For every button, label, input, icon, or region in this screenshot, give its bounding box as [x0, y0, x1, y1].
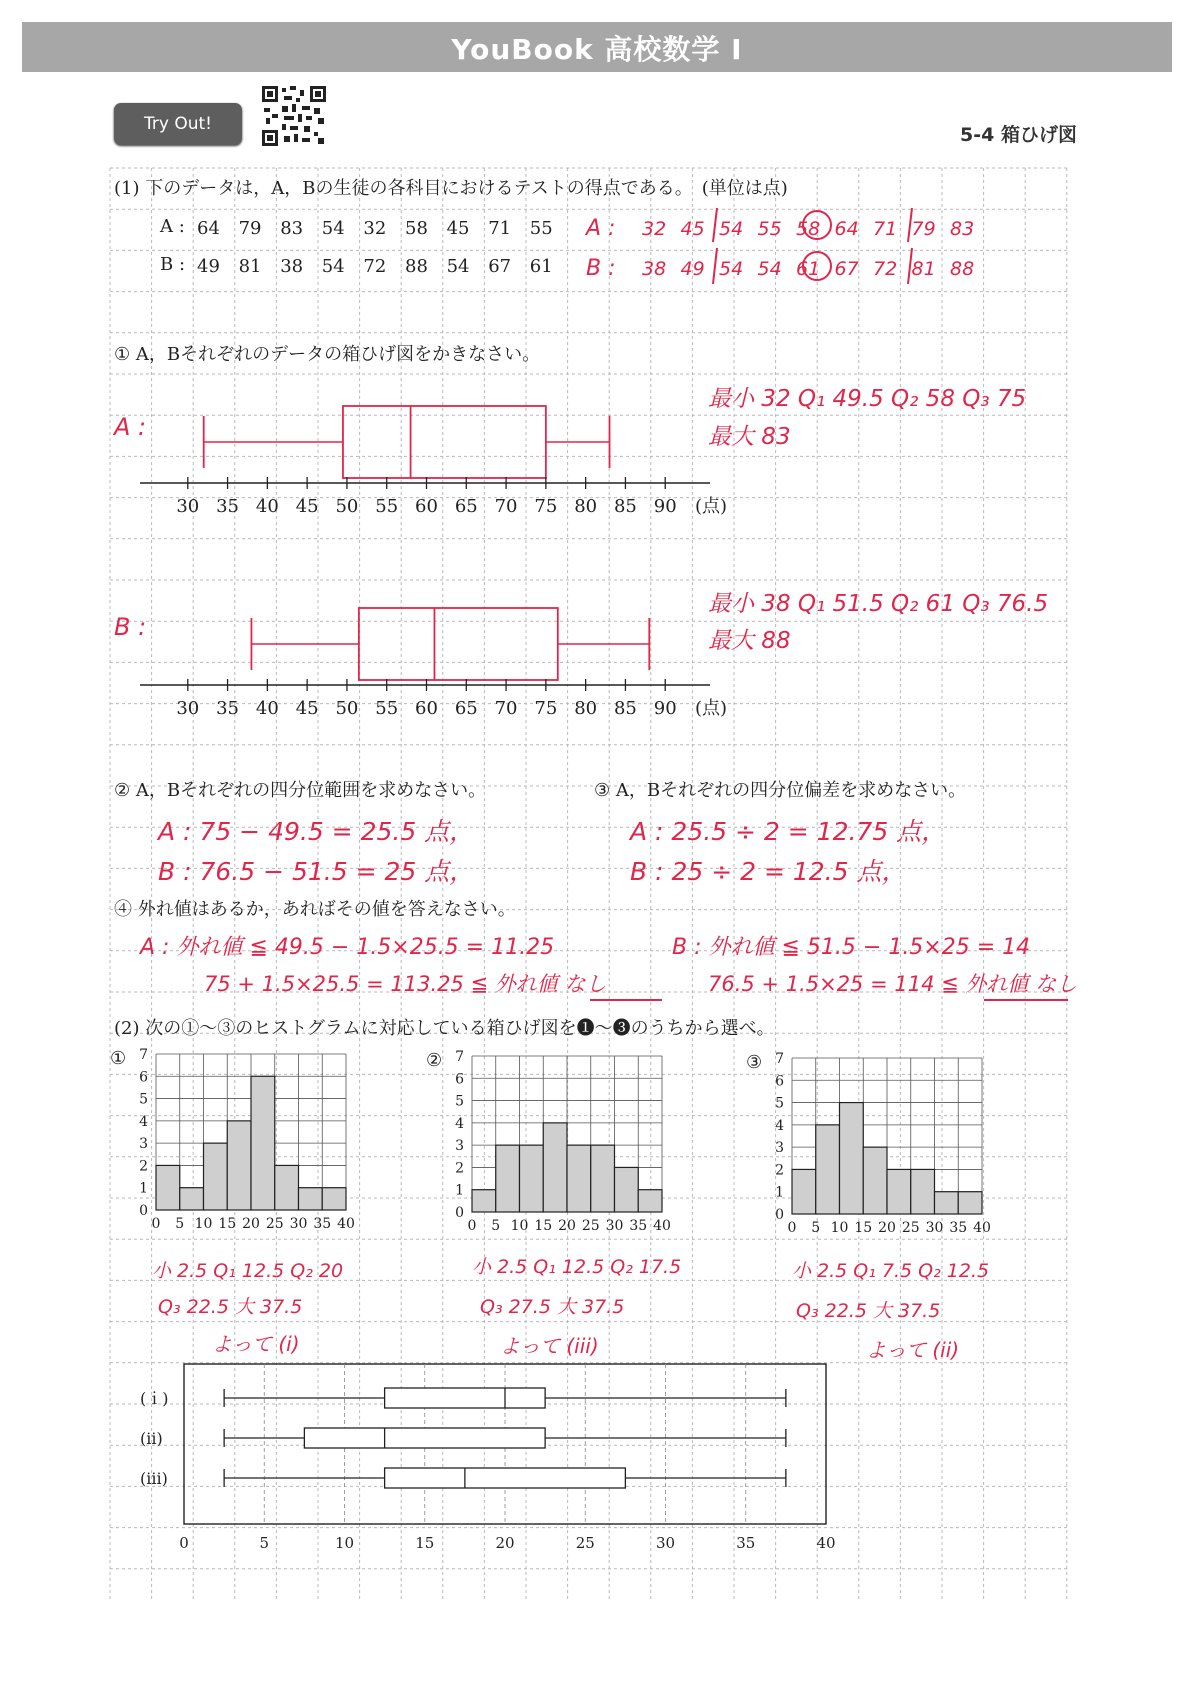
rowA-value: 71: [488, 218, 512, 239]
rowA-value: 83: [280, 218, 304, 239]
header-title: YouBook 高校数学 I: [451, 33, 743, 66]
x-tick-label: 15: [534, 1218, 553, 1234]
rowB-value: 88: [405, 256, 428, 277]
sortedA-value: 54: [719, 218, 744, 240]
iqr-box: [359, 608, 558, 680]
y-tick-label: 3: [775, 1140, 784, 1157]
rowB-value: 72: [363, 256, 387, 277]
x-tick-label: 5: [811, 1220, 821, 1236]
x-tick-label: 10: [830, 1220, 849, 1236]
row-a-label: A :: [160, 216, 185, 237]
plot-b-label: B :: [114, 613, 147, 641]
answer2-a: A : 75 − 49.5 = 25.5 点，: [158, 817, 475, 846]
y-tick-label: 0: [455, 1205, 464, 1221]
y-tick-label: 1: [455, 1182, 464, 1199]
rowB-value: 38: [280, 256, 304, 277]
answer4-underlines: [590, 996, 1070, 1004]
rowA-value: 79: [238, 218, 262, 239]
y-tick-label: 0: [139, 1203, 148, 1219]
histogram-bar: [958, 1192, 982, 1214]
x-tick-label: 80: [574, 698, 598, 719]
answer4-a-line1: A : 外れ値 ≦ 49.5 − 1.5×25.5 = 11.25: [140, 935, 555, 960]
histogram-number: ①: [110, 1048, 127, 1069]
histogram-bar: [299, 1188, 323, 1210]
note2-line1: 小 2.5 Q₁ 12.5 Q₂ 17.5: [472, 1256, 682, 1278]
x-tick-label: 30: [655, 1534, 676, 1552]
x-tick-label: 85: [613, 496, 637, 517]
y-tick-label: 4: [139, 1113, 148, 1130]
note1-line2: Q₃ 22.5 大 37.5: [158, 1296, 303, 1318]
y-tick-label: 2: [139, 1158, 148, 1175]
axis-unit: (点): [695, 698, 728, 719]
y-tick-label: 5: [455, 1093, 464, 1110]
histogram-2: [426, 1046, 716, 1246]
x-tick-label: 60: [415, 698, 438, 719]
x-tick-label: 5: [491, 1218, 501, 1234]
x-tick-label: 30: [176, 496, 200, 517]
note3-line1: 小 2.5 Q₁ 7.5 Q₂ 12.5: [792, 1260, 990, 1282]
q1-intro: (1) 下のデータは，A，Bの生徒の各科目におけるテストの得点である。 (単位は点): [114, 178, 788, 199]
page-header: [22, 22, 1172, 72]
x-tick-label: 20: [558, 1218, 576, 1234]
iqr-box: [385, 1388, 546, 1408]
x-tick-label: 0: [787, 1220, 797, 1236]
task2-text: ② A，Bそれぞれの四分位範囲を求めなさい。: [114, 780, 487, 801]
rowA-value: 58: [405, 218, 428, 239]
row-b-label: B :: [160, 254, 186, 275]
note3-line2: Q₃ 22.5 大 37.5: [796, 1300, 941, 1322]
histogram-number: ③: [746, 1052, 763, 1073]
y-tick-label: 5: [775, 1095, 784, 1112]
choice-label: (ii): [140, 1429, 163, 1448]
note1-line3: よって (i): [212, 1332, 300, 1356]
rowA-value: 55: [529, 218, 553, 239]
rowA-value: 64: [197, 218, 220, 239]
histogram-bar: [322, 1188, 346, 1210]
sortedA-value: 55: [757, 218, 782, 240]
divider-b-2: [908, 248, 912, 284]
histogram-bar: [591, 1145, 615, 1212]
stats-a-line1: 最小 32 Q₁ 49.5 Q₂ 58 Q₃ 75: [708, 386, 1027, 412]
histogram-3: [746, 1048, 1036, 1248]
y-tick-label: 4: [775, 1117, 784, 1134]
histogram-bar: [180, 1188, 204, 1210]
rowB-value: 54: [321, 256, 345, 277]
sortedA-value: 83: [950, 218, 975, 240]
histogram-bar: [567, 1145, 591, 1212]
task3-text: ③ A，Bそれぞれの四分位偏差を求めなさい。: [594, 780, 967, 801]
x-tick-label: 5: [175, 1216, 185, 1232]
y-tick-label: 6: [775, 1073, 784, 1090]
histogram-bar: [496, 1145, 520, 1212]
histogram-1: [110, 1044, 400, 1244]
median-circle-b: [803, 252, 831, 280]
x-tick-label: 5: [259, 1534, 270, 1552]
y-tick-label: 1: [139, 1180, 148, 1197]
y-tick-label: 7: [139, 1047, 148, 1063]
stats-b-line1: 最小 38 Q₁ 51.5 Q₂ 61 Q₃ 76.5: [708, 591, 1049, 617]
answer4-a-line2: 75 + 1.5×25.5 = 113.25 ≦ 外れ値 なし: [204, 972, 607, 996]
x-tick-label: 30: [176, 698, 200, 719]
x-tick-label: 25: [265, 1216, 284, 1232]
histogram-number: ②: [426, 1050, 443, 1071]
histogram-bar: [227, 1121, 251, 1210]
choice-label: (ｉ): [140, 1389, 169, 1408]
rowB-value: 81: [238, 256, 262, 277]
median-circle-a: [803, 211, 831, 239]
x-tick-label: 70: [494, 698, 518, 719]
x-tick-label: 90: [653, 698, 677, 719]
x-tick-label: 55: [375, 698, 399, 719]
choice-boxplots: [140, 1356, 840, 1556]
y-tick-label: 7: [455, 1049, 464, 1065]
x-tick-label: 50: [335, 496, 359, 517]
answer3-a: A : 25.5 ÷ 2 = 12.75 点，: [630, 817, 947, 846]
x-tick-label: 40: [816, 1534, 836, 1552]
x-tick-label: 75: [534, 496, 558, 517]
x-tick-label: 10: [334, 1534, 355, 1552]
sortedB-value: 67: [834, 258, 859, 280]
histogram-bar: [615, 1167, 639, 1212]
sorted-b-label: B :: [586, 256, 616, 281]
y-tick-label: 7: [775, 1051, 784, 1067]
sortedB-value: 81: [911, 258, 936, 280]
histogram-bar: [251, 1076, 275, 1210]
x-tick-label: 40: [255, 496, 279, 517]
x-tick-label: 40: [255, 698, 279, 719]
histogram-bar: [863, 1147, 887, 1214]
histogram-bar: [156, 1165, 180, 1210]
sortedA-value: 45: [680, 218, 705, 240]
x-tick-label: 30: [925, 1220, 944, 1236]
x-tick-label: 45: [295, 698, 319, 719]
x-tick-label: 20: [878, 1220, 896, 1236]
histogram-bar: [520, 1145, 544, 1212]
x-tick-label: 70: [494, 496, 518, 517]
rowB-value: 61: [529, 256, 553, 277]
x-tick-label: 65: [454, 698, 478, 719]
rowB-value: 67: [488, 256, 512, 277]
histogram-bar: [816, 1125, 840, 1214]
rowA-value: 32: [363, 218, 387, 239]
iqr-box: [343, 406, 546, 478]
x-tick-label: 0: [151, 1216, 161, 1232]
y-tick-label: 3: [455, 1138, 464, 1155]
answer2-b: B : 76.5 − 51.5 = 25 点，: [158, 857, 475, 886]
sorted-a-label: A :: [586, 216, 616, 241]
y-tick-label: 4: [455, 1115, 464, 1132]
sorted-annotations: [586, 206, 1006, 294]
x-tick-label: 65: [454, 496, 478, 517]
x-tick-label: 30: [605, 1218, 624, 1234]
stats-b-line2: 最大 88: [708, 628, 791, 654]
note1-line1: 小 2.5 Q₁ 12.5 Q₂ 20: [152, 1260, 344, 1282]
x-tick-label: 35: [629, 1218, 648, 1234]
y-tick-label: 2: [775, 1162, 784, 1179]
sortedB-value: 49: [680, 258, 705, 280]
x-tick-label: 40: [653, 1218, 671, 1234]
x-tick-label: 35: [216, 496, 240, 517]
sortedA-value: 32: [642, 218, 667, 240]
x-tick-label: 10: [194, 1216, 213, 1232]
rowB-value: 54: [446, 256, 470, 277]
x-tick-label: 15: [218, 1216, 237, 1232]
sortedB-value: 38: [642, 258, 667, 280]
note2-line3: よって (iii): [500, 1334, 599, 1358]
divider-a-2: [908, 208, 912, 242]
answer3-b: B : 25 ÷ 2 = 12.5 点，: [630, 857, 907, 886]
histogram-bar: [887, 1169, 911, 1214]
x-tick-label: 35: [216, 698, 240, 719]
x-tick-label: 35: [736, 1534, 756, 1552]
x-tick-label: 10: [510, 1218, 529, 1234]
x-tick-label: 40: [337, 1216, 355, 1232]
note2-line2: Q₃ 27.5 大 37.5: [480, 1296, 625, 1318]
sortedB-value: 88: [950, 258, 975, 280]
y-tick-label: 2: [455, 1160, 464, 1177]
answer4-b-line1: B : 外れ値 ≦ 51.5 − 1.5×25 = 14: [672, 935, 1031, 960]
x-tick-label: 50: [335, 698, 359, 719]
divider-b-1: [713, 248, 717, 284]
x-tick-label: 90: [653, 496, 677, 517]
x-tick-label: 60: [415, 496, 438, 517]
y-tick-label: 5: [139, 1091, 148, 1108]
histogram-bar: [840, 1103, 864, 1214]
x-tick-label: 0: [179, 1534, 189, 1552]
q2-intro: (2) 次の①〜③のヒストグラムに対応している箱ひげ図を❶〜❸のうちから選べ。: [114, 1018, 775, 1039]
histogram-bar: [543, 1123, 567, 1212]
x-tick-label: 25: [901, 1220, 920, 1236]
sortedB-value: 72: [873, 258, 898, 280]
x-tick-label: 25: [575, 1534, 595, 1552]
x-tick-label: 75: [534, 698, 558, 719]
sortedA-value: 79: [911, 218, 936, 240]
divider-a-1: [713, 208, 717, 242]
histogram-bar: [935, 1192, 959, 1214]
stats-a-line2: 最大 83: [708, 424, 791, 450]
answer4-b-line2: 76.5 + 1.5×25 = 114 ≦ 外れ値 なし: [708, 972, 1078, 996]
x-tick-label: 20: [242, 1216, 260, 1232]
axis-unit: (点): [695, 496, 728, 517]
x-tick-label: 15: [854, 1220, 873, 1236]
histogram-bar: [472, 1190, 496, 1212]
rowB-value: 49: [197, 256, 220, 277]
x-tick-label: 80: [574, 496, 598, 517]
plot-a-label: A :: [114, 413, 147, 441]
sortedB-value: 54: [757, 258, 782, 280]
sortedB-value: 54: [719, 258, 744, 280]
x-tick-label: 0: [467, 1218, 477, 1234]
y-tick-label: 6: [455, 1071, 464, 1088]
x-tick-label: 30: [289, 1216, 308, 1232]
note3-line3: よって (ii): [866, 1338, 960, 1362]
sortedA-value: 64: [834, 218, 859, 240]
histogram-bar: [204, 1143, 228, 1210]
boxplot-a: [140, 390, 728, 525]
section-title: 5-4 箱ひげ図: [960, 124, 1077, 146]
y-tick-label: 1: [775, 1184, 784, 1201]
choice-label: (iii): [140, 1469, 168, 1488]
x-tick-label: 20: [495, 1534, 515, 1552]
histogram-bar: [792, 1169, 816, 1214]
iqr-box: [304, 1428, 545, 1448]
boxplot-b: [140, 592, 728, 727]
qr-code-icon[interactable]: [262, 86, 326, 146]
iqr-box: [385, 1468, 626, 1488]
x-tick-label: 40: [973, 1220, 991, 1236]
sortedA-value: 58: [796, 218, 821, 240]
task1-text: ① A，Bそれぞれのデータの箱ひげ図をかきなさい。: [114, 344, 541, 365]
x-tick-label: 25: [581, 1218, 600, 1234]
y-tick-label: 0: [775, 1207, 784, 1223]
histogram-bar: [638, 1190, 662, 1212]
x-tick-label: 15: [415, 1534, 435, 1552]
y-tick-label: 3: [139, 1136, 148, 1153]
histogram-bar: [275, 1165, 299, 1210]
sortedB-value: 61: [796, 258, 821, 280]
rowA-value: 54: [321, 218, 345, 239]
y-tick-label: 6: [139, 1069, 148, 1086]
task4-text: ④ 外れ値はあるか，あればその値を答えなさい。: [114, 899, 516, 920]
x-tick-label: 35: [949, 1220, 968, 1236]
x-tick-label: 55: [375, 496, 399, 517]
histogram-bar: [911, 1169, 935, 1214]
x-tick-label: 35: [313, 1216, 332, 1232]
rowA-value: 45: [446, 218, 470, 239]
try-out-button[interactable]: Try Out!: [114, 103, 242, 145]
x-tick-label: 45: [295, 496, 319, 517]
x-tick-label: 85: [613, 698, 637, 719]
sortedA-value: 71: [873, 218, 898, 240]
